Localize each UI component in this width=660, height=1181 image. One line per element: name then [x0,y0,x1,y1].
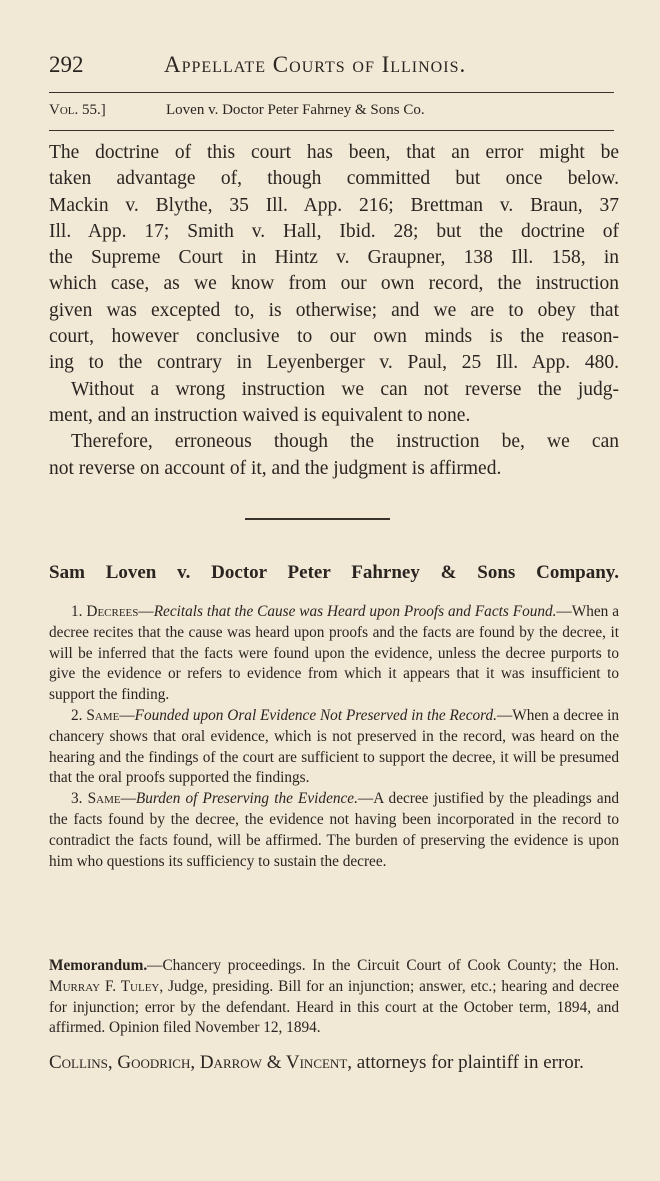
attorney-role: , attorneys for plaintiff in error. [347,1052,584,1073]
opinion-line: Mackin v. Blythe, 35 Ill. App. 216; Brettman v. Braun, 37 [49,194,619,216]
case-title: Sam Loven v. Doctor Peter Fahrney & Sons Company. [49,562,619,583]
opinion-line: Ill. App. 17; Smith v. Hall, Ibid. 28; but the doctrine of [49,220,619,242]
headnote-subtitle: Recitals that the Cause was Heard upon Proofs and Facts Found. [153,603,557,620]
memorandum-text: , Judge, presiding. Bill for an injunction; answer, etc.; hearing and decree for injunction; error by the defendant. Heard in this court at the October term, 1894, and affirmed. Opinion filed November 12, 1894. [49,977,619,1037]
opinion-line: ing to the contrary in Leyenberger v. Paul, 25 Ill. App. 480. [49,352,619,374]
headnote-topic: Same [86,706,120,724]
headnote-2: 2. Same—Founded upon Oral Evidence Not Preserved in the Record.—When a decree in chancery shows that oral evidence, which is not preserved in the record, was heard on the hearing and the findings of the court are sufficient to support the decree, it will be presumed that the oral proofs supported the findings. [49,706,619,787]
attorneys [49,1050,619,1075]
headnote-subtitle: Burden of Preserving the Evidence. [135,790,358,808]
opinion-line: taken advantage of, though committed but once below. [49,168,619,190]
judge-name: Murray F. Tuley [49,977,160,995]
opinion-line: given was excepted to, is otherwise; and we are to obey that [49,299,619,321]
headnote-topic: Same [87,790,121,808]
headnote-number: 1. [71,603,83,620]
headnote-subtitle: Founded upon Oral Evidence Not Preserved in the Record. [134,706,497,724]
memorandum [49,956,619,1039]
opinion-line: Therefore, erroneous though the instruction be, we can [71,431,619,453]
opinion-line: ment, and an instruction waived is equivalent to none. [49,404,471,426]
headnote-3: 3. Same—Burden of Preserving the Evidence.—A decree justified by the pleadings and the facts found by the decree, the evidence not having been incorporated in the record to contradict the facts found, will be affirmed. The burden of preserving the evidence is upon him who questions its sufficiency to sustain the decree. [49,790,619,870]
section-separator [245,518,390,520]
header-rule-top [49,92,614,93]
opinion-line: Without a wrong instruction we can not reverse the judg- [71,378,619,400]
headnote-topic: Decrees [86,603,139,620]
opinion-text [49,140,619,482]
headnote-number: 3. [71,790,83,808]
headnote-number: 2. [71,706,83,724]
page-number: 292 [49,52,84,77]
opinion-line: court, however conclusive to our own minds is the reason- [49,326,619,348]
headnote-1: 1. Decrees—Recitals that the Cause was Heard upon Proofs and Facts Found.—When a decree recites that the cause was heard upon proofs and the facts are found by the decree, it will be inferred that the facts were found upon the evidence, unless the decree purports to give the evidence or refers to evidence from which it appears that it was insufficient to support the finding. [49,603,619,704]
headnote-text: When a decree in chancery shows that oral evidence, which is not preserved in the record, was heard on the hearing and the findings of the court are sufficient to support the decree, it will be presumed that the oral proofs supported the findings. [49,706,619,787]
case-caption: Loven v. Doctor Peter Fahrney & Sons Co. [166,102,425,118]
headnote-text: A decree justified by the pleadings and the facts found by the decree, the evidence not having been incorporated in the record to contradict the facts found, will be affirmed. The burden of preserving the evidence is upon him who questions its sufficiency to sustain the decree. [49,790,619,870]
headnote-text: When a decree recites that the cause was heard upon proofs and the facts are found by the decree, it will be inferred that the facts were found upon the evidence, unless the decree purports to give the evidence or refers to evidence from which it appears that it was insufficient to support the finding. [49,603,619,704]
memorandum-label: Memorandum. [49,957,148,974]
opinion-line: not reverse on account of it, and the judgment is affirmed. [49,457,502,479]
opinion-line: which case, as we know from our own record, the instruction [49,273,619,295]
running-title: Appellate Courts of Illinois. [164,52,467,77]
headnotes [49,602,619,872]
opinion-line: the Supreme Court in Hintz v. Graupner, 138 Ill. 158, in [49,247,619,269]
memorandum-text: —Chancery proceedings. In the Circuit Court of Cook County; the Hon. [147,957,619,974]
volume-label: Vol. 55.] [49,102,106,118]
opinion-line: The doctrine of this court has been, that an error might be [49,142,619,163]
attorney-names: Collins, Goodrich, Darrow & Vincent [49,1052,348,1073]
header-rule-bottom [49,130,614,131]
